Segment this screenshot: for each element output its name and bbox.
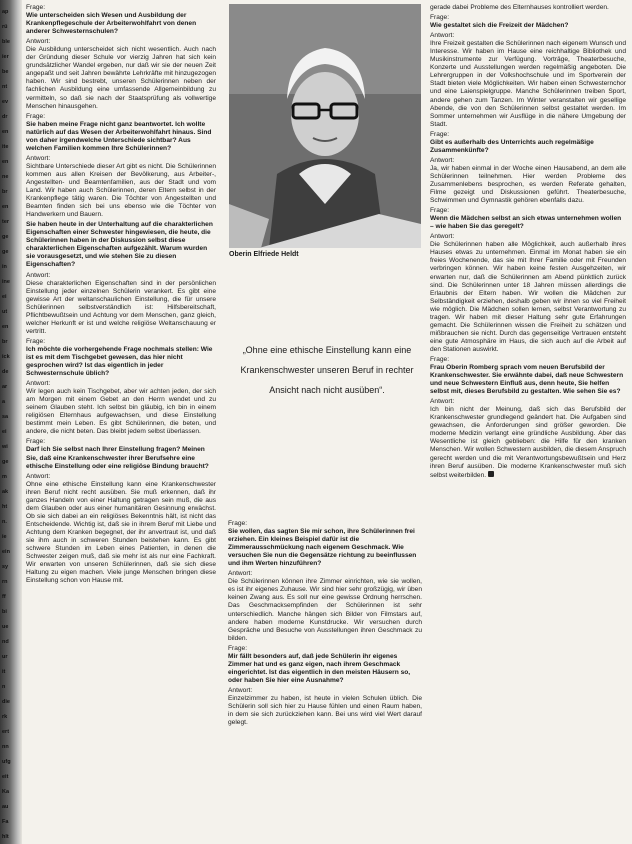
answer-block — [228, 687, 422, 727]
answer-block — [430, 4, 626, 12]
page-binding-shadow — [0, 0, 22, 844]
answer-text: gerade dabei Probleme des Elternhauses kontrolliert werden. — [430, 4, 609, 11]
left-column — [26, 4, 216, 840]
binding-text-fragment: wi — [2, 444, 8, 450]
binding-text-fragment: ei — [2, 429, 7, 435]
block-label: Frage: — [430, 355, 450, 363]
answer-block — [26, 155, 216, 219]
binding-text-fragment: nd — [2, 639, 9, 645]
binding-text-fragment: dr — [2, 114, 8, 120]
block-label: Antwort: — [430, 233, 455, 241]
question-block — [430, 356, 626, 396]
answer-text: Die Ausbildung unterscheidet sich nicht wesentlich. Auch nach der Gründung dieser Schule vor vierzig Jahren hat sich kein grundsätzlicher Wandel ergeben, nur daß wir sie der neuen Zeit angepaßt und seit Jahren bewährte Lehrkräfte mit hinzugezogen haben. Wir sind bestrebt, unseren Schülerinnen neben der fachlichen Ausbildung eine umfassende Allgemeinbildung zu vermitteln, so daß sie nach der Staatsprüfung als vollwertige Menschen hinausgehen. — [26, 46, 216, 110]
answer-text: Die Schülerinnen können ihre Zimmer einrichten, wie sie wollen, es ist ihr eigenes Zuhause. Wir sind hier sehr großzügig, wir üben keinen Zwang aus. Es soll nur eine gewisse Ordnung herrschen. Das Geschmacksempfinden der Schülerinnen ist sehr unterschiedlich. Manche hängen sich Bilder von Filmstars auf, andere haben moderne Kunstdrucke. Wir versuchen durch Gespräche und Besuche von Ausstellungen ihren Geschmack zu bilden. — [228, 578, 422, 642]
block-label: Antwort: — [228, 570, 253, 578]
question-text: Sie haben meine Frage nicht ganz beantwortet. Ich wollte natürlich auf das Wesen der Arbeiterwohlfahrt hinaus. Sind von daher irgendwelche Unterschiede sichtbar? Aus welchen Familien kommen Ihre Schülerinnen? — [26, 120, 212, 152]
portrait-illustration — [229, 4, 421, 248]
answer-text: Ich bin nicht der Meinung, daß sich das Berufsbild der Krankenschwester grundlegend geändert hat. Die Aufgaben sind gewachsen, die Anforderungen sind größer geworden. Die moderne Medizin verlangt eine gründliche Ausbildung. Aber das Wesentliche ist gleich geblieben: die Hilfe für den kranken Menschen. Wir wollen Schwestern ausbilden, die diesem Anspruch gerecht werden und die mit Verantwortungsbewußtsein und Herz ihren Beruf ausüben. Die moderne Krankenschwester muß sich selbst weiterbilden. — [430, 406, 626, 479]
answer-block — [26, 272, 216, 336]
binding-text-fragment: au — [2, 804, 9, 810]
block-label: Frage: — [26, 337, 46, 345]
right-column — [430, 4, 626, 840]
question-text: Mir fällt besonders auf, daß jede Schülerin ihr eigenes Zimmer hat und es ganz eigen, nach ihrem Geschmack eingerichtet. Ist das eigentlich in den meisten Häusern so, oder haben Sie hier eine Ausnahme? — [228, 652, 411, 684]
binding-text-fragment: de — [2, 369, 9, 375]
answer-text: Diese charakterlichen Eigenschaften sind in der persönlichen Einstellung jeder einzelnen Schülerin verankert. Es gibt eine gewisse Art der weltanschaulichen Einstellung, die für unsere Schülerinnen selbstverständlich ist: Hilfsbereitschaft, Pflichtbewußtsein und Achtung vor dem Menschen, ganz gleich, welcher Herkunft er ist und welche religiöse Weltanschauung er vertritt. — [26, 279, 216, 335]
question-block — [26, 113, 216, 153]
binding-text-fragment: ite — [2, 144, 9, 150]
answer-text: Ja, wir haben einmal in der Woche einen Hausabend, an dem alle Schülerinnen teilnehmen. Hier werden Probleme des Zusammenlebens besprochen, es werden Referate gehalten, Filme gezeigt und Diskussionen geführt. Theaterbesuche, Schwimmen und Gymnastik gehören ebenfalls dazu. — [430, 164, 626, 205]
binding-text-fragment: ter — [2, 219, 10, 225]
answer-block — [430, 398, 626, 479]
block-label: Frage: — [26, 438, 46, 446]
answer-block — [430, 32, 626, 129]
end-of-article-mark — [488, 471, 494, 477]
block-label: Antwort: — [26, 38, 51, 46]
portrait-photo — [229, 4, 421, 248]
answer-block — [430, 233, 626, 354]
answer-text: Die Schülerinnen haben alle Möglichkeit, auch außerhalb ihres Hauses etwas zu unternehmen. Einmal im Monat haben sie ein freies Wochenende, das sie mit Ihrer Familie oder mit Freunden verbringen können. Wir haben keine festen Ausgehzeiten, wir erwarten nur, daß die Schülerinnen am Abend pünktlich zurück sind. Die Schülerinnen unter 18 Jahren müssen allerdings die Erlaubnis der Eltern haben. Wir wollen die Mädchen zur Selbständigkeit erziehen, deshalb geben wir ihnen so viel Freiheit wie möglich. Die Mädchen sollen lernen, selbst Verantwortung zu tragen. Wir haben mit dieser Haltung sehr gute Erfahrungen gemacht. Die Schülerinnen wissen die Freiheit zu schätzen und mißbrauchen sie nicht. Durch das gegenseitige Vertrauen entsteht eine gute Atmosphäre im Haus, die sich auch auf die Arbeit auf den Stationen auswirkt. — [430, 241, 626, 353]
binding-text-fragment: en — [2, 129, 9, 135]
binding-text-fragment: eit — [2, 774, 9, 780]
answer-text: Ihre Freizeit gestalten die Schülerinnen nach eigenem Wunsch und Interesse. Wir haben im Hause eine reichhaltige Bibliothek und Musikinstrumente zur Verfügung. Vorträge, Theaterbesuche, Konzerte und Ausstellungen werden regelmäßig angeboten. Die Lehrergruppen in der Volkshochschule und im Sportverein der Stadt bieten viele Möglichkeiten. Wir haben einen Schwesternchor und eine Laienspielgruppe. Manche Schülerinnen treiben Sport, andere gehen zum Tanzen. Im Winter veranstalten wir gesellige Abende, die von den Schülerinnen selbst gestaltet werden. Im Sommer unternehmen wir Ausflüge in die nähere Umgebung der Stadt. — [430, 40, 626, 128]
block-label: Antwort: — [228, 686, 253, 694]
answer-block — [26, 380, 216, 436]
block-label: Antwort: — [430, 398, 455, 406]
question-block — [26, 4, 216, 36]
binding-text-fragment: ev — [2, 99, 9, 105]
binding-text-fragment: Fa — [2, 819, 9, 825]
block-label: Antwort: — [26, 271, 51, 279]
binding-text-fragment: ine — [2, 279, 10, 285]
block-label: Frage: — [26, 112, 46, 120]
pull-quote: „Ohne eine ethische Einstellung kann eine Krankenschwester unseren Beruf in rechter Ansicht nach nicht ausüben“. — [240, 345, 414, 395]
binding-text-fragment: en — [2, 204, 9, 210]
question-text: Gibt es außerhalb des Unterrichts auch regelmäßige Zusammenkünfte? — [430, 138, 594, 154]
block-label: Frage: — [430, 130, 450, 138]
answer-block — [26, 473, 216, 586]
binding-text-fragment: ei — [2, 294, 7, 300]
binding-text-fragment: ue — [2, 624, 9, 630]
question-block — [430, 131, 626, 155]
binding-text-fragment: ht — [2, 504, 8, 510]
question-block — [430, 14, 626, 30]
binding-text-fragment: Ka — [2, 789, 10, 795]
block-label: Antwort: — [26, 380, 51, 388]
question-text: Wie gestaltet sich die Freizeit der Mädchen? — [430, 22, 569, 30]
answer-block — [430, 157, 626, 205]
block-label: Antwort: — [26, 154, 51, 162]
block-label: Antwort: — [26, 472, 51, 480]
binding-text-fragment: en — [2, 324, 9, 330]
question-text: Sie wollen, das sagten Sie mir schon, ihre Schülerinnen frei erziehen. Ein kleines Beispiel dafür ist die Zimmerausschmückung nach eigenem Geschmack. Wie versuchen Sie nun die Gegensätze richtung zu beeinflussen und ihm Werten hinzuführen? — [228, 528, 417, 568]
binding-text-fragment: ut — [2, 309, 8, 315]
binding-text-fragment: m — [2, 474, 7, 480]
question-text: Sie haben heute in der Unterhaltung auf die charakterlichen Eigenschaften einer Schwester hingewiesen, die heute, die Schülerinnen haben in der Diskussion selbst diese charakterlichen Eigenschaften aufgezählt. Warum wurden sie vorausgesetzt, und wie stehen Sie zu diesen Eigenschaften? — [26, 221, 213, 269]
binding-text-fragment: ick — [2, 354, 10, 360]
binding-text-fragment: n — [2, 684, 6, 690]
block-label: Frage: — [430, 207, 450, 215]
binding-text-fragment: ff — [2, 594, 6, 600]
block-label: Antwort: — [430, 32, 455, 40]
binding-text-fragment: ap — [2, 9, 9, 15]
question-text: Wie unterscheiden sich Wesen und Ausbildung der Krankenpflegeschule der Arbeiterwohlfahrt von denen anderer Schwesternschulen? — [26, 12, 197, 36]
block-label: Frage: — [228, 644, 248, 652]
question-block — [26, 221, 216, 269]
block-label: Frage: — [430, 14, 450, 22]
binding-text-fragment: sa — [2, 414, 9, 420]
binding-text-fragment: ein — [2, 549, 10, 555]
binding-text-fragment: be — [2, 69, 9, 75]
binding-text-fragment: in — [2, 264, 7, 270]
answer-block — [26, 38, 216, 110]
answer-block — [228, 570, 422, 642]
block-label: Frage: — [26, 4, 46, 11]
binding-text-fragment: sy — [2, 564, 9, 570]
binding-text-fragment: rü — [2, 24, 8, 30]
question-block — [228, 520, 422, 568]
question-text: Frau Oberin Romberg sprach vom neuen Berufsbild der Krankenschwester. Sie erwähnte dabei, daß neue Schwestern und neue Schwestern Einfluß aus, denn heute, Sie helfen selbst mit, dieses Berufsbild zu gestalten. Wie sehen Sie es? — [430, 364, 624, 396]
question-block — [228, 645, 422, 685]
binding-text-fragment: ge — [2, 459, 9, 465]
answer-text: Sichtbare Unterschiede dieser Art gibt es nicht. Die Schülerinnen kommen aus allen Kreisen der Bevölkerung, aus Arbeiter-, Angestellten- und Beamtenfamilien, aus der Stadt und vom Land. Wir haben auch Schülerinnen, deren Eltern selbst in der Krankenpflege tätig waren. Die Töchter von Angestellten und Beamten finden sich bei uns ebenso wie die Töchter von Handwerkern und Bauern. — [26, 162, 216, 219]
binding-text-fragment: nt — [2, 84, 8, 90]
answer-text: Wir legen auch kein Tischgebet, aber wir achten jeden, der sich am Morgen mit einem Gebet an den Herrn wendet und zu seinem Glauben steht. Ich selbst bin gläubig, ich bin in einem religiösen Elternhaus aufgewachsen, und diese Einstellung bestimmt mein Leben. Es gibt Schülerinnen, die beten, und andere, die nicht beten. Das bleibt jedem selbst überlassen. — [26, 388, 216, 436]
question-block — [26, 438, 216, 470]
binding-text-fragment: en — [2, 159, 9, 165]
binding-text-fragment: bi — [2, 609, 7, 615]
binding-text-fragment: ge — [2, 249, 9, 255]
binding-text-fragment: br — [2, 189, 8, 195]
binding-text-fragment: die — [2, 699, 10, 705]
binding-text-fragment: it — [2, 669, 6, 675]
photo-caption: Oberin Elfriede Heldt — [229, 251, 299, 258]
binding-text-fragment: ert — [2, 729, 10, 735]
binding-text-fragment: ur — [2, 654, 8, 660]
binding-text-fragment: a — [2, 399, 6, 405]
binding-text-fragment: ak — [2, 489, 9, 495]
binding-text-fragment: rk — [2, 714, 8, 720]
binding-text-fragment: nn — [2, 744, 9, 750]
block-label: Frage: — [228, 520, 248, 527]
block-label: Antwort: — [430, 156, 455, 164]
binding-text-fragment: hlt — [2, 834, 9, 840]
question-block — [430, 207, 626, 231]
binding-text-fragment: rn — [2, 579, 8, 585]
middle-column — [228, 520, 422, 840]
question-text: Wenn die Mädchen selbst an sich etwas unternehmen wollen – wie haben Sie das geregelt? — [430, 215, 622, 231]
binding-text-fragment: br — [2, 339, 8, 345]
binding-text-fragment: ble — [2, 39, 10, 45]
question-text: Ich möchte die vorhergehende Frage nochmals stellen: Wie ist es mit dem Tischgebet gewesen, das hier nicht gesprochen wird? Ist das eigentlich in jeder Schwesternschule üblich? — [26, 345, 213, 378]
binding-text-fragment: ne — [2, 174, 9, 180]
binding-text-fragment: ufg — [2, 759, 11, 765]
question-block — [26, 338, 216, 378]
binding-text-fragment: ge — [2, 234, 9, 240]
binding-text-fragment: ie — [2, 534, 7, 540]
question-text: Darf ich Sie selbst nach Ihrer Einstellung fragen? Meinen Sie, daß eine Krankenschwester ihrer Berufsehre eine ethische Einstellung oder eine religiöse Bindung braucht? — [26, 446, 209, 470]
binding-text-fragment: ier — [2, 54, 9, 60]
answer-text: Ohne eine ethische Einstellung kann eine Krankenschwester ihren Beruf nicht recht ausüben. Sie muß erkennen, daß ihr ganzes Handeln von einer Haltung getragen sein muß, die aus dem Glauben oder aus einer humanitären Gesinnung erwächst. Ob sie sich dabei an ein religiöses Bekenntnis hält, ist nicht das Entscheidende. Wichtig ist, daß sie in ihrem Beruf mit Liebe und Achtung dem Kranken begegnet, der ihr anvertraut ist, und daß sie ihm auch in schweren Stunden beistehen kann. Es gibt schwere Stunden im Leben eines Patienten, in denen die Schwester zeigen muß, daß sie mehr ist als nur eine Fachkraft. Wir erwarten von unseren Schülerinnen, daß sie sich diese Haltung zu eigen machen. Viele junge Menschen bringen diese Einstellung schon von Hause mit. — [26, 480, 216, 585]
binding-text-fragment: n. — [2, 519, 7, 525]
binding-text-fragment: ar — [2, 384, 8, 390]
answer-text: Einzelzimmer zu haben, ist heute in vielen Schulen üblich. Die Schülerin soll sich hier zu Hause fühlen und einen Raum haben, in dem sie sich zurückziehen kann. Bei uns wird viel Wert darauf gelegt. — [228, 694, 422, 727]
